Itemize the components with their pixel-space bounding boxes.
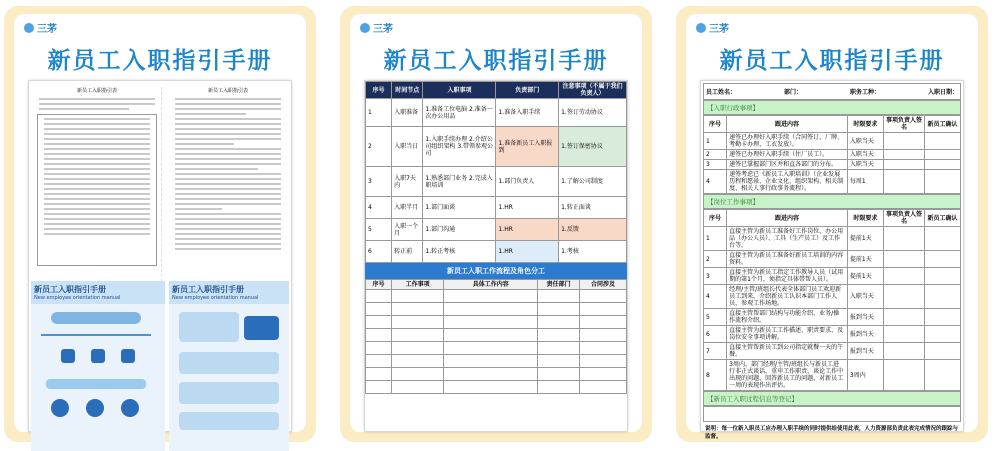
doc-left [33,87,162,287]
table-header-row: 序号 跟进内容 时限要求 事项负责人签名 新员工确认 [704,210,961,227]
brand-icon [24,23,34,33]
panel-title: 新员工入职指引手册 [383,48,609,74]
section-position-title: 【岗位工作事项】 [703,194,961,209]
manual-left-illustration [31,304,165,434]
panel-2-card [340,6,652,442]
table-row [366,355,627,368]
table-row [366,316,627,329]
manual-left [31,281,165,451]
panel-title: 新员工入职指引手册 [47,48,273,74]
panel-2-inner [350,14,642,432]
employee-header-fields [703,83,961,100]
table-header-row [366,280,627,290]
table-row: 2 递签已办理好入职手续（住厂员工）。 入职当天 [704,150,961,160]
manual-right-cn: 新员工入职指引手册 [172,285,244,294]
onboarding-schedule-table [365,81,627,263]
table-row: 7 直接主管帮新员工到公司指定就餐一天的午餐。 报到当天 [704,343,961,360]
col-header: 入职事项 [423,82,496,99]
table-row [366,381,627,394]
brand-icon [360,23,370,33]
table-row: 5 入职一个月 1.部门沟通 1.HR 1.反馈 [366,219,627,241]
manual-right [169,281,289,451]
manual-right-illustration [169,304,289,434]
table-row: 3 入职7天内 1.熟悉部门业务 2.完成入职培训 1.部门负责人 1.了解公司制度 [366,167,627,197]
section-info-title: 【新员工入职过程信息等登记】 [703,391,961,406]
panel-title: 新员工入职指引手册 [719,48,945,74]
table-header-row [366,82,627,99]
department-label: 部门： [783,89,802,96]
panel-3-inner [686,14,978,440]
doc-left-title: 新员工入职指引表 [76,88,117,94]
footer-note: 说明：每一位新入职员工应办理入职手续的同时提供给使用此表，人力资源部负责此表完成情况的跟踪与监督。 [705,426,959,440]
info-area [703,406,961,422]
table-row: 4 经理/主管/班组长代表全体部门员工欢迎新员工到来，介绍新员工认识本部门工作人员，参观工作场地。 入职当天 [704,285,961,309]
table-row: 1 递签已办理好入职手续（合同签订、厂牌、考勤卡办理、工衣发放）。 入职当天 [704,133,961,150]
panel-3-card [676,6,988,442]
col-header: 合同涉及 [580,280,627,290]
section-2-title: 新员工入职工作流程及角色分工 [365,263,627,279]
table-row: 6 转正前 1.转正考核 1.HR 1.考核 [366,241,627,263]
table-row [366,368,627,381]
table-header-row: 序号 跟进内容 时限要求 事项负责人签名 新员工确认 [704,116,961,133]
col-header: 负责部门 [496,82,559,99]
section-admin-title: 【入职行政事项】 [703,100,961,115]
table-row [366,329,627,342]
doc-left-lines [33,98,161,266]
table-row: 1 入职准备 1.准备工位电脑 2.准备一次办公用品 1.准备入职手续 1.签订劳动协议 [366,99,627,127]
table-row: 2 入职当日 1.入职手续办理 2.介绍公司组织架构 3.带领参观公司 1.准备新员工入职报到 1.签订保密协议 [366,127,627,167]
table-row: 5 直接主管帮部门结构与功能介绍，业务/操作流程介绍。 报到当天 [704,309,961,326]
table-row [366,303,627,316]
table-row: 3 递签已掌握部门区并和直各部门的分布。 入职当天 [704,160,961,170]
panel-1-document [28,80,292,432]
table-row [366,342,627,355]
position-label: 职务工种： [849,89,880,96]
doc-right [169,87,287,287]
table-row [366,290,627,303]
manual-left-en: New employee orientation manual [34,295,121,301]
table-row: 2 直接主管为新员工准备好新员工培训的内容资料。 提前1天 [704,251,961,268]
brand-logo: 三茅 [696,20,729,35]
table-row: 1 直接主管为新员工准备好工作岗位、办公用品（办公人员）、工具（生产员工）及工作台等。 提前1天 [704,227,961,251]
admin-items-table [703,115,961,194]
table-row: 3 直接主管为新员工指定工作教导人员（试用期的第1个月，须指定具体带帮人员）。 提前1天 [704,268,961,285]
doc-right-title: 新员工入职指引表 [207,88,248,94]
workflow-roles-table [365,279,627,394]
col-header: 序号 [366,280,392,290]
col-header: 具体工作内容 [444,280,538,290]
table-row: 4 递签考虑已《新员工入职培训》（企业发展历程和愿景、企业文化、组织架构、相关制度、相关人事行政事务流程）。 每周1 [704,170,961,194]
panel-1-inner [14,14,306,432]
table-row: 4 入职半月 1.部门面谈 1.HR 1.转正面谈 [366,197,627,219]
manual-right-banner [169,281,289,304]
employee-name-label: 员工姓名： [706,89,737,96]
col-header: 责任部门 [538,280,580,290]
manual-left-banner [31,281,165,304]
manual-left-cn: 新员工入职指引手册 [34,285,106,294]
col-header: 工作事项 [392,280,444,290]
brand-logo: 三茅 [24,20,57,35]
table-row: 8 3周内，部门经理/主管/班组长与新员工进行非正式谈话，重申工作职责、谈论工作中出现的问题、回答新员工的问题，对新员工一周的表现作出评估。 3周内 [704,360,961,391]
col-header: 时间节点 [392,82,423,99]
table-row: 6 直接主管为新员工工作描述、职责要求、及岗位安全事项讲解。 报到当天 [704,326,961,343]
panel-2-document [364,80,628,432]
brand-logo: 三茅 [360,20,393,35]
col-header: 序号 [366,82,392,99]
position-items-table [703,209,961,391]
panel-3-document [700,80,964,440]
panel-1-card [4,6,316,442]
col-header: 注意事项（不属于我们负责人） [559,82,627,99]
entry-date-label: 入职日期： [927,89,958,96]
brand-icon [696,23,706,33]
manual-right-en: New employee orientation manual [172,295,259,301]
